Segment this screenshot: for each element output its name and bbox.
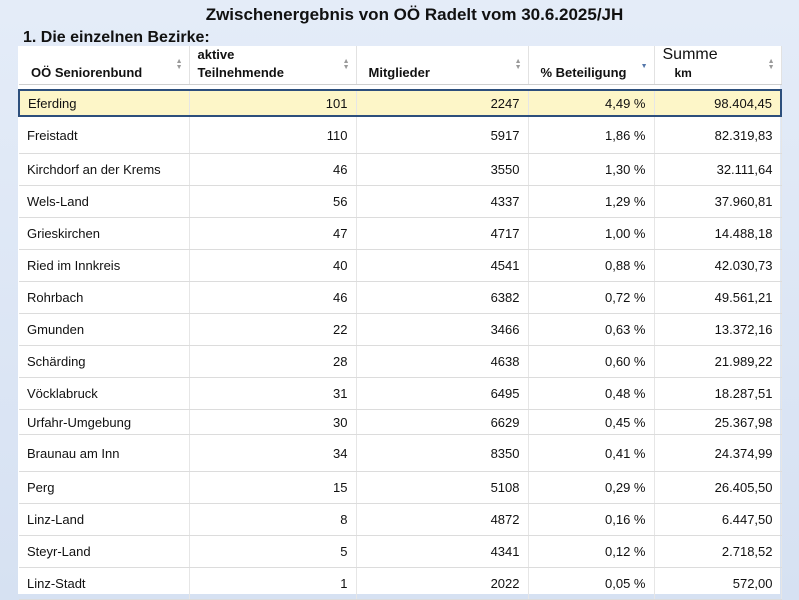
sort-desc-icon[interactable]: ▼ [640,63,648,70]
cell-active: 46 [189,282,356,314]
table-row[interactable] [19,504,781,536]
page-title: Zwischenergebnis von OÖ Radelt vom 30.6.2025/JH [205,5,624,24]
cell-km: 14.488,18 [654,218,781,250]
cell-members: 4341 [356,536,528,568]
table-row[interactable] [19,186,781,218]
cell-active: 8 [189,504,356,536]
cell-active: 22 [189,314,356,346]
column-header-sum-bottom: km [674,66,692,80]
cell-members: 2247 [356,90,528,116]
cell-active: 47 [189,218,356,250]
table-row[interactable] [19,378,781,410]
cell-members: 6495 [356,378,528,410]
cell-active: 46 [189,154,356,186]
cell-participation: 0,29 % [528,472,654,504]
cell-km: 25.367,98 [654,410,781,435]
cell-km: 6.447,50 [654,504,781,536]
cell-active: 5 [189,536,356,568]
results-table-container [18,46,780,594]
cell-members: 4337 [356,186,528,218]
cell-km: 13.372,16 [654,314,781,346]
cell-members: 4872 [356,504,528,536]
cell-members: 8350 [356,435,528,472]
cell-participation: 0,88 % [528,250,654,282]
cell-district: Linz-Land [19,504,189,536]
cell-km: 26.405,50 [654,472,781,504]
column-header-sum[interactable] [654,46,781,85]
section-title: 1. Die einzelnen Bezirke: [23,29,210,46]
cell-members: 3466 [356,314,528,346]
cell-members: 5917 [356,116,528,154]
cell-district: Eferding [19,90,189,116]
sort-icon[interactable]: ▲ ▼ [514,58,522,71]
column-header-name-label: OÖ Seniorenbund [31,65,143,80]
column-header-members-label: Mitglieder [368,65,430,80]
cell-participation: 0,45 % [528,410,654,435]
table-row[interactable] [19,314,781,346]
cell-active: 31 [189,378,356,410]
cell-members: 4717 [356,218,528,250]
cell-district: Ried im Innkreis [19,250,189,282]
table-row[interactable] [19,536,781,568]
cell-district: Steyr-Land [19,536,189,568]
table-row[interactable] [19,568,781,600]
column-header-members[interactable] [356,46,528,85]
cell-km: 18.287,51 [654,378,781,410]
cell-district: Urfahr-Umgebung [19,410,189,435]
sort-icon[interactable]: ▲ ▼ [175,58,183,71]
cell-participation: 1,30 % [528,154,654,186]
cell-km: 572,00 [654,568,781,600]
cell-km: 2.718,52 [654,536,781,568]
cell-km: 24.374,99 [654,435,781,472]
cell-participation: 0,63 % [528,314,654,346]
cell-km: 42.030,73 [654,250,781,282]
column-header-sum-top: Summe [662,46,718,63]
cell-km: 98.404,45 [654,90,781,116]
cell-participation: 4,49 % [528,90,654,116]
column-header-name[interactable] [19,46,189,85]
cell-participation: 0,72 % [528,282,654,314]
column-header-participation[interactable] [528,46,654,85]
cell-district: Wels-Land [19,186,189,218]
column-header-participation-label: % Beteiligung [540,65,627,80]
cell-km: 49.561,21 [654,282,781,314]
column-header-active-top: aktive [197,47,235,62]
cell-active: 40 [189,250,356,282]
cell-active: 28 [189,346,356,378]
table-row[interactable] [19,410,781,435]
sort-icon[interactable]: ▲ ▼ [342,58,350,71]
cell-district: Perg [19,472,189,504]
column-header-active-bottom: Teilnehmende [197,65,284,80]
cell-district: Grieskirchen [19,218,189,250]
cell-participation: 0,48 % [528,378,654,410]
sort-icon[interactable]: ▲ ▼ [767,58,775,71]
table-row[interactable] [19,435,781,472]
cell-participation: 0,60 % [528,346,654,378]
cell-participation: 1,29 % [528,186,654,218]
cell-active: 15 [189,472,356,504]
cell-members: 4638 [356,346,528,378]
cell-district: Freistadt [19,116,189,154]
cell-km: 21.989,22 [654,346,781,378]
cell-km: 37.960,81 [654,186,781,218]
table-row[interactable] [19,472,781,504]
cell-members: 5108 [356,472,528,504]
cell-participation: 1,86 % [528,116,654,154]
table-row[interactable] [19,218,781,250]
table-row[interactable] [19,90,781,116]
cell-district: Vöcklabruck [19,378,189,410]
cell-participation: 0,41 % [528,435,654,472]
table-row[interactable] [19,250,781,282]
cell-members: 4541 [356,250,528,282]
cell-participation: 1,00 % [528,218,654,250]
cell-district: Rohrbach [19,282,189,314]
table-row[interactable] [19,346,781,378]
cell-district: Linz-Stadt [19,568,189,600]
cell-members: 6629 [356,410,528,435]
cell-members: 2022 [356,568,528,600]
table-body [19,85,781,600]
cell-members: 3550 [356,154,528,186]
cell-active: 34 [189,435,356,472]
cell-active: 1 [189,568,356,600]
cell-active: 110 [189,116,356,154]
table-row[interactable] [19,154,781,186]
cell-participation: 0,05 % [528,568,654,600]
cell-members: 6382 [356,282,528,314]
cell-participation: 0,12 % [528,536,654,568]
table-row[interactable] [19,116,781,154]
cell-active: 30 [189,410,356,435]
cell-participation: 0,16 % [528,504,654,536]
results-table [18,46,782,600]
column-header-active[interactable] [189,46,356,85]
cell-active: 56 [189,186,356,218]
table-row[interactable] [19,282,781,314]
cell-km: 82.319,83 [654,116,781,154]
cell-km: 32.111,64 [654,154,781,186]
cell-active: 101 [189,90,356,116]
cell-district: Gmunden [19,314,189,346]
cell-district: Braunau am Inn [19,435,189,472]
cell-district: Kirchdorf an der Krems [19,154,189,186]
cell-district: Schärding [19,346,189,378]
